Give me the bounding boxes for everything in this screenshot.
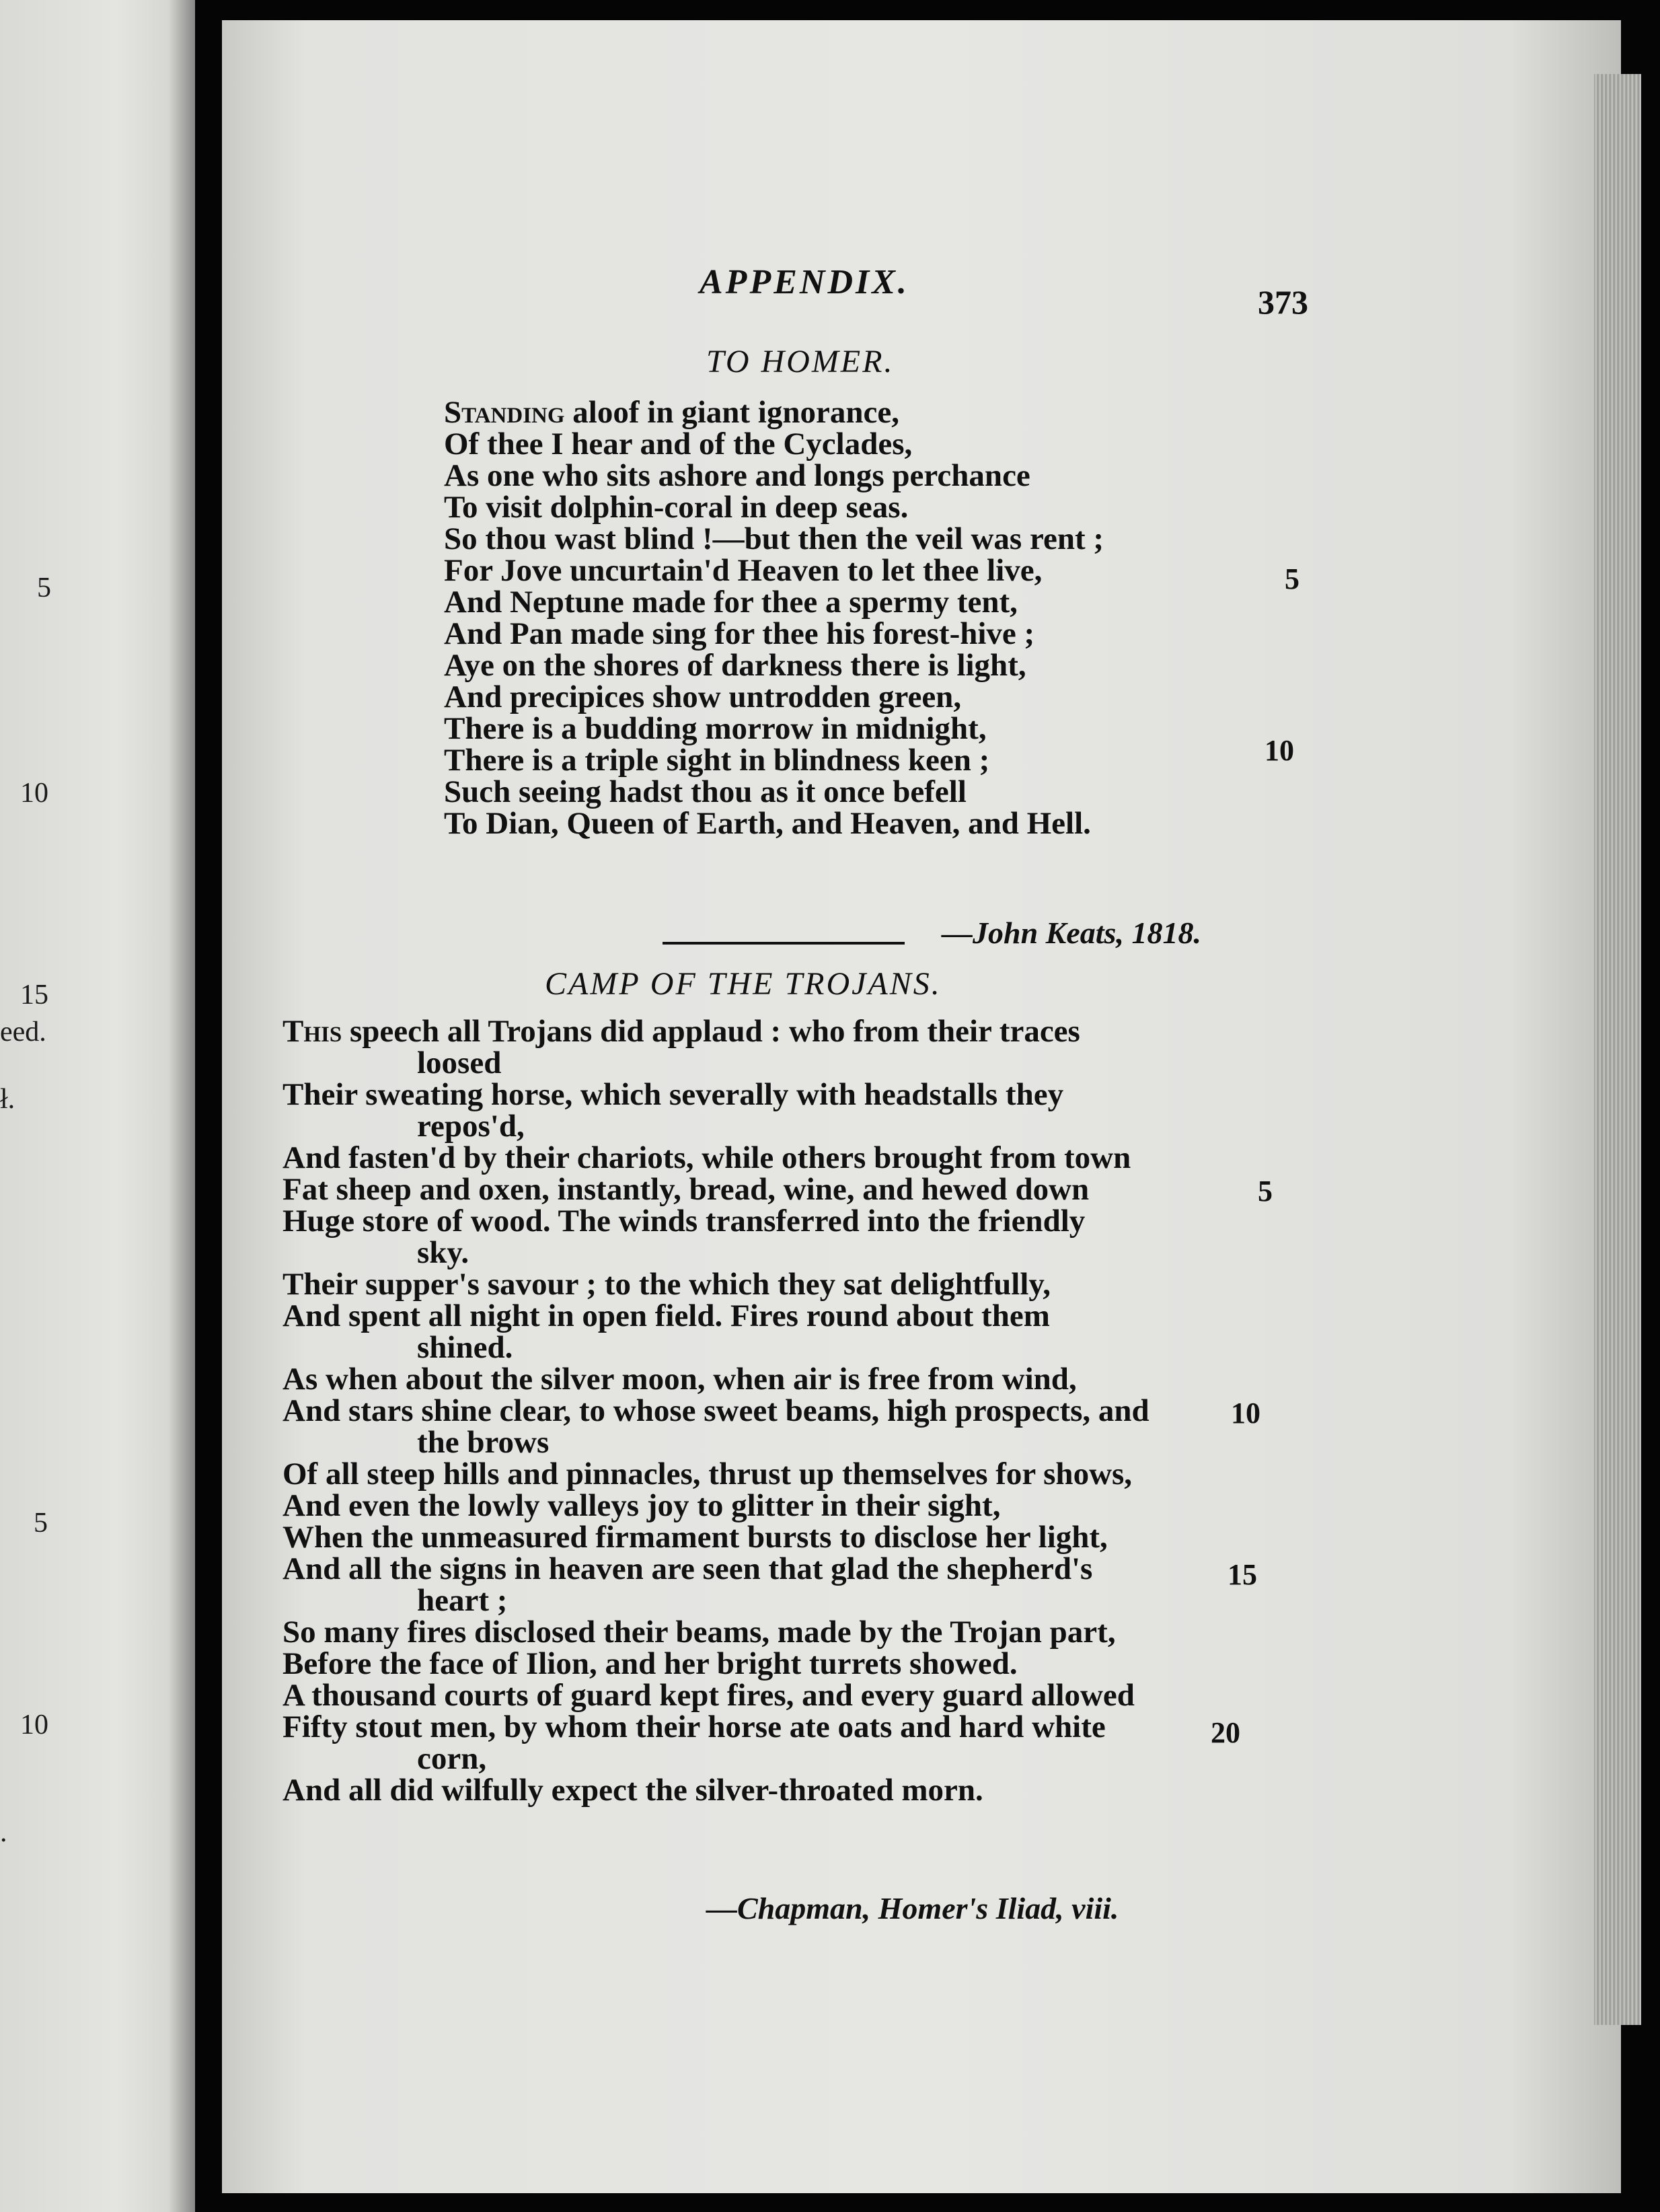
poem-first-word: Standing [444,395,565,430]
line-number: 10 [1231,1397,1260,1430]
page-edges [1594,74,1641,2025]
poem-line: For Jove uncurtain'd Heaven to let thee live, [444,553,1043,588]
line-number: 15 [1228,1558,1257,1591]
poem-line: When the unmeasured firmament bursts to disclose her light, [282,1520,1108,1555]
poem-line: As when about the silver moon, when air is free from wind, [282,1362,1077,1397]
poem-camp-of-the-trojans [282,1016,1149,1806]
poem-line: Of all steep hills and pinnacles, thrust up themselves for shows, [282,1457,1133,1491]
poem-first-word: This [282,1014,342,1049]
poem-line: And Pan made sing for thee his forest-hive ; [444,616,1035,651]
poem-line-continuation: heart ; [417,1583,508,1618]
poem-line: Their sweating horse, which severally with headstalls they [282,1077,1064,1112]
poem-line: Aye on the shores of darkness there is light, [444,648,1026,683]
poem-line: As one who sits ashore and longs perchance [444,458,1030,493]
poem-title: TO HOMER. [706,344,895,379]
poem-line: Their supper's savour ; to the which they sat delightfully, [282,1267,1051,1302]
poem-attribution: —John Keats, 1818. [942,916,1201,950]
poem-line-continuation: corn, [417,1741,487,1776]
poem-line-continuation: the brows [417,1425,550,1460]
poem-line: And all the signs in heaven are seen that glad the shepherd's [282,1551,1093,1586]
left-line-number: 10 [20,778,48,809]
section-divider [663,942,905,945]
poem-line: And stars shine clear, to whose sweet beams, high prospects, and [282,1393,1149,1428]
poem-line-continuation: shined. [417,1330,513,1365]
left-text-fragment: eed. [0,1017,46,1047]
left-text-fragment: . [0,1817,7,1848]
poem-line: Of thee I hear and of the Cyclades, [444,427,913,462]
poem-attribution: —Chapman, Homer's Iliad, viii. [706,1891,1119,1925]
left-line-number: 5 [34,1508,48,1539]
poem-line: Fat sheep and oxen, instantly, bread, wine, and hewed down [282,1172,1090,1207]
poem-line: There is a triple sight in blindness keen ; [444,743,990,778]
poem-line: And precipices show untrodden green, [444,679,962,714]
poem-line-continuation: sky. [417,1235,469,1270]
line-number: 5 [1285,562,1299,595]
poem-line: And fasten'd by their chariots, while others brought from town [282,1140,1131,1175]
line-number: 10 [1265,734,1294,767]
poem-line: And even the lowly valleys joy to glitter in their sight, [282,1488,1001,1523]
left-text-fragment: ł. [0,1084,15,1115]
poem-line: And all did wilfully expect the silver-throated morn. [282,1773,983,1808]
poem-line: There is a budding morrow in midnight, [444,711,987,746]
poem-line-continuation: loosed [417,1045,502,1080]
poem-line: A thousand courts of guard kept fires, and every guard allowed [282,1678,1135,1713]
poem-line: And spent all night in open field. Fires round about them [282,1298,1050,1333]
poem-line: To Dian, Queen of Earth, and Heaven, and Hell. [444,806,1091,841]
poem-line: So thou wast blind !—but then the veil was rent ; [444,521,1104,556]
poem-line-continuation: repos'd, [417,1109,525,1144]
page-number: 373 [1258,283,1308,321]
poem-line: And Neptune made for thee a spermy tent, [444,585,1018,620]
left-line-number: 15 [20,980,48,1010]
poem-line: Fifty stout men, by whom their horse ate oats and hard white [282,1709,1106,1744]
poem-line: Standing aloof in giant ignorance, [444,395,899,430]
poem-line: So many fires disclosed their beams, made by the Trojan part, [282,1615,1116,1650]
line-number: 5 [1258,1175,1273,1208]
left-facing-page [0,0,195,2212]
poem-line: Huge store of wood. The winds transferred into the friendly [282,1204,1086,1239]
poem-line: This speech all Trojans did applaud : who from their traces [282,1014,1080,1049]
left-line-number: 5 [37,573,51,603]
poem-line: Such seeing hadst thou as it once befell [444,774,967,809]
poem-line: To visit dolphin-coral in deep seas. [444,490,909,525]
left-line-number: 10 [20,1709,48,1740]
poem-title: CAMP OF THE TROJANS. [545,966,942,1002]
poem-line: Before the face of Ilion, and her bright turrets showed. [282,1646,1018,1681]
poem-to-homer [444,397,1104,840]
running-header: APPENDIX. [700,263,909,301]
line-number: 20 [1211,1716,1240,1749]
gutter-shadow [168,0,195,2212]
